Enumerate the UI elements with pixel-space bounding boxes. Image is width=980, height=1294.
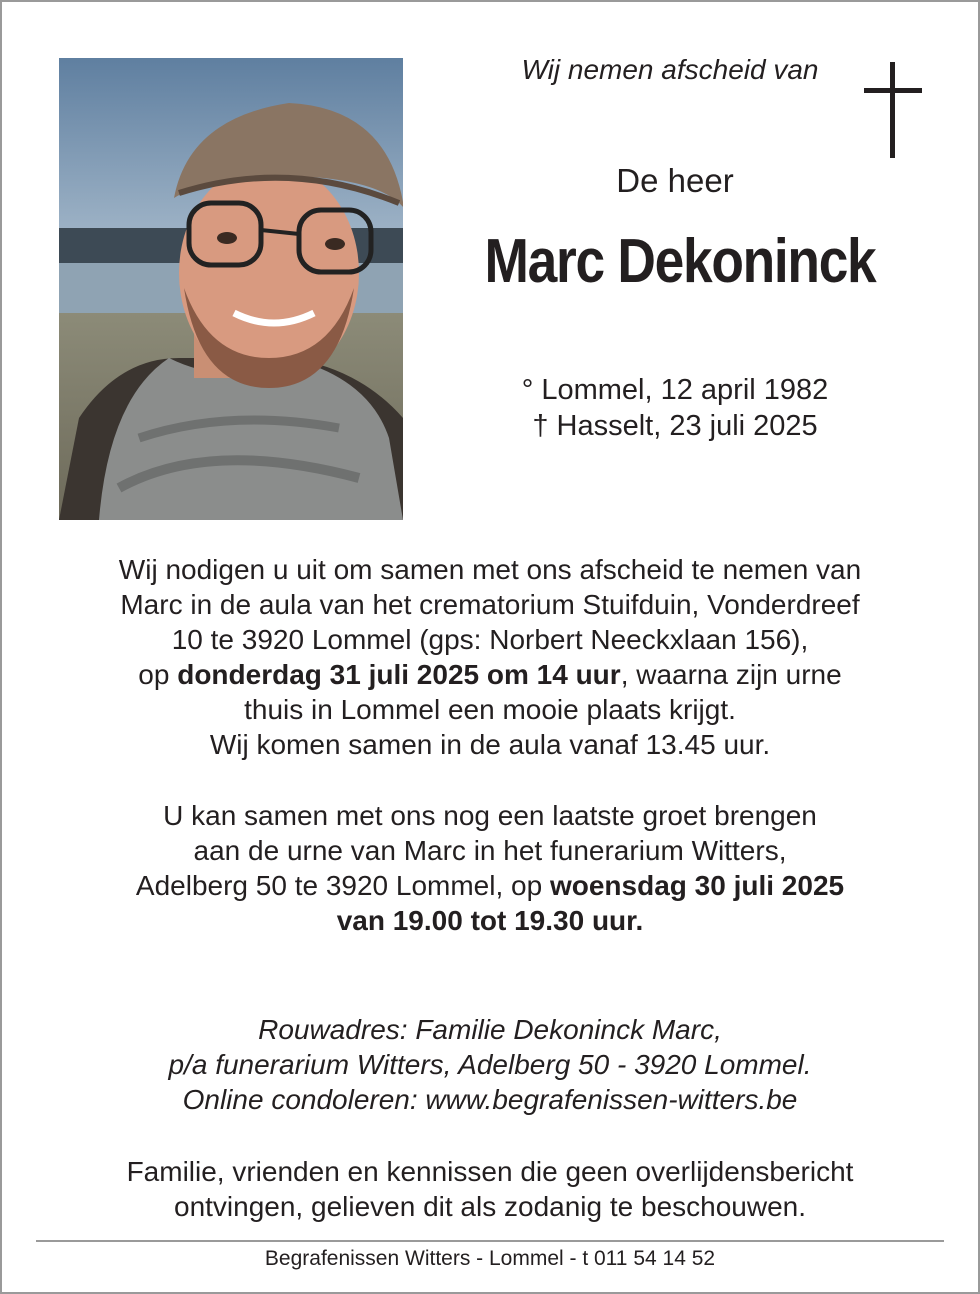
ceremony-line-4 [32,657,948,692]
notice-paragraph [32,1154,948,1224]
ceremony-paragraph [32,552,948,762]
death-date: Hasselt, 23 juli 2025 [556,410,818,442]
ceremony-date-time: donderdag 31 juli 2025 om 14 uur [177,659,621,690]
ceremony-line-1: Wij nodigen u uit om samen met ons afscheid te nemen van [118,554,862,585]
cross-icon [864,62,922,158]
ceremony-line-4-post: , waarna zijn urne [620,659,842,690]
salutation: De heer [616,162,734,199]
visitation-line-3-pre: Adelberg 50 te 3920 Lommel, op [135,870,550,901]
death-line [422,408,928,444]
ceremony-line-5: thuis in Lommel een mooie plaats krijgt. [244,694,736,725]
birth-symbol: ° [521,374,534,406]
notice-line-1: Familie, vrienden en kennissen die geen overlijdensbericht [126,1156,854,1187]
life-dates [422,372,928,444]
birth-date: Lommel, 12 april 1982 [541,374,829,406]
address-line-1: Rouwadres: Familie Dekoninck Marc, [258,1014,722,1045]
visitation-paragraph [32,798,948,938]
visitation-line-4 [32,903,948,938]
address-line-2: p/a funerarium Witters, Adelberg 50 - 3920 Lommel. [168,1049,812,1080]
visitation-line-1: U kan samen met ons nog een laatste groet brengen [163,800,817,831]
intro-text: Wij nemen afscheid van [521,54,819,85]
birth-line [422,372,928,408]
visitation-line-3 [32,868,948,903]
ceremony-line-2: Marc in de aula van het crematorium Stuifduin, Vonderdreef [120,589,860,620]
portrait-photo [59,58,403,520]
online-condolence-line: Online condoleren: www.begrafenissen-witters.be [182,1084,798,1115]
footer-text: Begrafenissen Witters - Lommel - t 011 54 14 52 [264,1247,716,1270]
ceremony-line-3: 10 te 3920 Lommel (gps: Norbert Neeckxlaan 156), [171,624,809,655]
footer-divider [36,1240,944,1242]
visitation-line-2: aan de urne van Marc in het funerarium Witters, [193,835,787,866]
notice-line-2: ontvingen, gelieven dit als zodanig te beschouwen. [174,1191,806,1222]
visitation-time: van 19.00 tot 19.30 uur. [336,905,644,936]
deceased-name: Marc Dekoninck [484,227,876,296]
ceremony-line-4-pre: op [138,659,178,690]
portrait-image [59,58,403,520]
visitation-date: woensdag 30 juli 2025 [549,870,845,901]
ceremony-line-6: Wij komen samen in de aula vanaf 13.45 uur. [209,729,771,760]
mourning-address [32,1012,948,1117]
death-symbol: † [532,410,549,442]
